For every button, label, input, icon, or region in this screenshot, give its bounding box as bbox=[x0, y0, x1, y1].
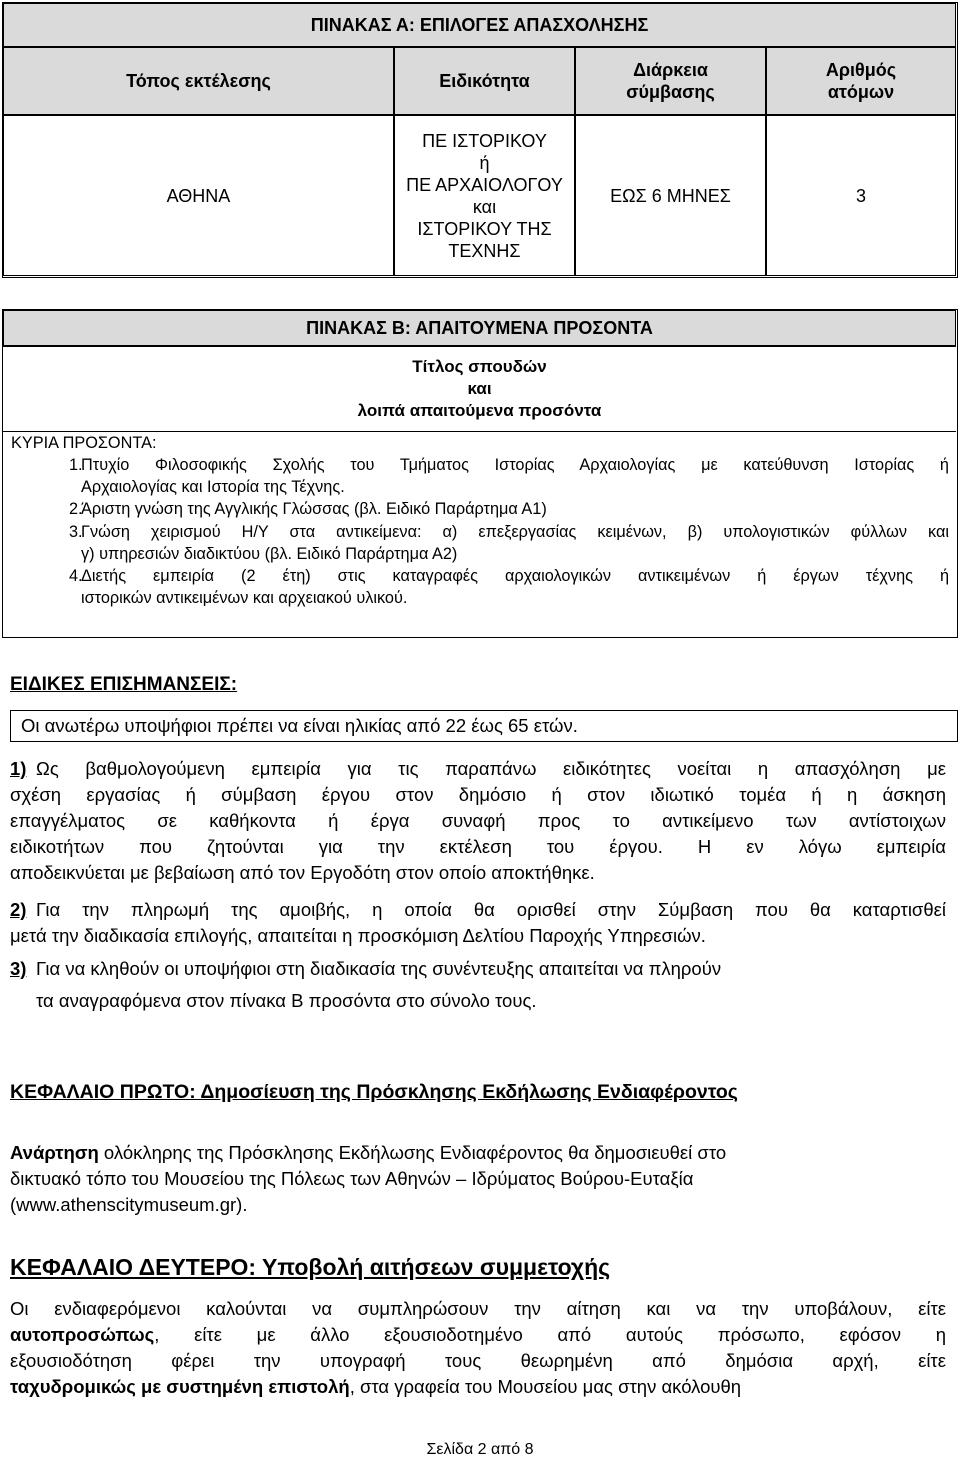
item-text: Διετής εμπειρία (2 έτη) στις καταγραφές αρχαιολογικών αντικειμένων ή έργων τέχνης ή bbox=[81, 567, 949, 585]
note-line: Για την πληρωμή της αμοιβής, η οποία θα ορισθεί στην Σύμβαση που θα καταρτισθεί bbox=[36, 899, 946, 920]
header-duration bbox=[575, 47, 766, 115]
page-number-footer: Σελίδα 2 από 8 bbox=[426, 1441, 534, 1458]
age-requirement-box bbox=[10, 710, 958, 742]
item-text: ιστορικών αντικειμένων και αρχειακού υλικού. bbox=[81, 589, 408, 607]
chapter-1-line bbox=[10, 1140, 950, 1166]
chapter-2-line: Οι ενδιαφερόμενοι καλούνται να συμπληρώσουν την αίτηση και να την υποβάλουν, είτε bbox=[10, 1298, 946, 1319]
registered-mail-text: ταχυδρομικώς με συστημένη επιστολή bbox=[10, 1376, 350, 1397]
age-requirement-text: Οι ανωτέρω υποψήφιοι πρέπει να είναι ηλικίας από 22 έως 65 ετών. bbox=[21, 715, 578, 736]
header-count-line2: ατόμων bbox=[827, 82, 895, 102]
cell-duration: ΕΩΣ 6 ΜΗΝΕΣ bbox=[575, 115, 766, 276]
in-person-text: αυτοπροσώπως bbox=[10, 1324, 155, 1345]
note-line: αποδεικνύεται με βεβαίωση από τον Εργοδότη στον οποίο αποκτήθηκε. bbox=[10, 862, 595, 883]
header-duration-line2: σύμβασης bbox=[626, 82, 715, 102]
cell-place: ΑΘΗΝΑ bbox=[3, 115, 394, 276]
item-number: 4. bbox=[69, 567, 83, 585]
item-number: 1. bbox=[69, 456, 83, 474]
header-duration-line1: Διάρκεια bbox=[633, 60, 708, 80]
main-qualifications-label: ΚΥΡΙΑ ΠΡΟΣΟΝΤΑ: bbox=[11, 434, 157, 452]
note-line: ειδικοτήτων που ζητούνται για την εκτέλεση του έργου. Η εν λόγω εμπειρία bbox=[10, 836, 946, 857]
chapter-1-heading: ΚΕΦΑΛΑΙΟ ΠΡΩΤΟ: Δημοσίευση της Πρόσκλησης Εκδήλωσης Ενδιαφέροντος bbox=[10, 1081, 738, 1103]
item-number: 3. bbox=[69, 523, 83, 541]
note-line: Για να κληθούν οι υποψήφιοι στη διαδικασία της συνέντευξης απαιτείται να πληρούν bbox=[36, 958, 722, 979]
note-line: επαγγέλματος σε καθήκοντα ή έργα συναφή προς το αντικείμενο των αντίστοιχων bbox=[10, 810, 946, 831]
chapter-1-lead: Ανάρτηση bbox=[10, 1142, 99, 1163]
item-number: 2. bbox=[69, 500, 83, 518]
note-line: σχέση εργασίας ή σύμβαση έργου στον δημόσιο ή στον ιδιωτικό τομέα ή η άσκηση bbox=[10, 784, 946, 805]
specialty-line: ΠΕ ΑΡΧΑΙΟΛΟΓΟΥ bbox=[406, 174, 563, 195]
chapter-2-heading: ΚΕΦΑΛΑΙΟ ΔΕΥΤΕΡΟ: Υποβολή αιτήσεων συμμετοχής bbox=[10, 1254, 611, 1280]
specialty-line: ΙΣΤΟΡΙΚΟΥ ΤΗΣ bbox=[417, 218, 552, 239]
specialty-line: και bbox=[472, 196, 497, 217]
table-a bbox=[2, 2, 958, 278]
chapter-1-body bbox=[10, 1140, 950, 1218]
item-text: Αρχαιολογίας και Ιστορία της Τέχνης. bbox=[81, 478, 345, 496]
note-line: μετά την διαδικασία επιλογής, απαιτείται η προσκόμιση Δελτίου Παροχής Υπηρεσιών. bbox=[10, 925, 706, 946]
item-text: Πτυχίο Φιλοσοφικής Σχολής του Τμήματος Ιστορίας Αρχαιολογίας με κατεύθυνση Ιστορίας ή bbox=[81, 456, 949, 474]
note-number: 3) bbox=[10, 958, 27, 979]
header-place: Τόπος εκτέλεσης bbox=[3, 47, 394, 115]
chapter-2-line bbox=[10, 1322, 946, 1348]
table-b-subheader bbox=[3, 346, 956, 432]
note-line: Ως βαθμολογούμενη εμπειρία για τις παραπάνω ειδικότητες νοείται η απασχόληση με bbox=[36, 758, 946, 779]
cell-count: 3 bbox=[766, 115, 956, 276]
cell-specialty bbox=[394, 115, 575, 276]
item-text: Γνώση χειρισμού Η/Υ στα αντικείμενα: α) επεξεργασίας κειμένων, β) υπολογιστικών φύλλων και bbox=[81, 523, 949, 541]
item-text: γ) υπηρεσιών διαδικτύου (βλ. Ειδικό Παράρτημα Α2) bbox=[81, 545, 458, 563]
table-b-title: ΠΙΝΑΚΑΣ Β: ΑΠΑΙΤΟΥΜΕΝΑ ΠΡΟΣΟΝΤΑ bbox=[3, 310, 956, 346]
note-number: 2) bbox=[10, 899, 27, 920]
subheader-line: και bbox=[467, 379, 492, 398]
header-count-line1: Αριθμός bbox=[825, 60, 897, 80]
note-number: 1) bbox=[10, 758, 27, 779]
specialty-line: ή bbox=[479, 152, 490, 173]
special-notes-heading: ΕΙΔΙΚΕΣ ΕΠΙΣΗΜΑΝΣΕΙΣ: bbox=[10, 674, 238, 695]
table-a-title: ΠΙΝΑΚΑΣ Α: ΕΠΙΛΟΓΕΣ ΑΠΑΣΧΟΛΗΣΗΣ bbox=[3, 3, 956, 47]
item-text: Άριστη γνώση της Αγγλικής Γλώσσας (βλ. Ειδικό Παράρτημα Α1) bbox=[81, 500, 547, 518]
specialty-line: ΤΕΧΝΗΣ bbox=[448, 240, 521, 261]
chapter-2-body bbox=[10, 1296, 946, 1400]
specialty-line: ΠΕ ΙΣΤΟΡΙΚΟΥ bbox=[422, 130, 547, 151]
header-specialty: Ειδικότητα bbox=[394, 47, 575, 115]
chapter-1-line: δικτυακό τόπο του Μουσείου της Πόλεως των Αθηνών – Ιδρύματος Βούρου-Ευταξία bbox=[10, 1168, 694, 1189]
table-b bbox=[2, 309, 958, 638]
subheader-line: λοιπά απαιτούμενα προσόντα bbox=[357, 401, 602, 420]
chapter-2-line bbox=[10, 1374, 946, 1400]
museum-website-text: (www.athenscitymuseum.gr). bbox=[10, 1194, 248, 1215]
chapter-2-line: εξουσιοδότηση φέρει την υπογραφή τους θεωρημένη από δημόσια αρχή, είτε bbox=[10, 1350, 946, 1371]
header-count bbox=[766, 47, 956, 115]
note-line: τα αναγραφόμενα στον πίνακα Β προσόντα στο σύνολο τους. bbox=[36, 990, 537, 1011]
chapter-2-line2-rest: , είτε με άλλο εξουσιοδοτημένο από αυτούς πρόσωπο, εφόσον η bbox=[154, 1324, 946, 1345]
chapter-1-line1: ολόκληρης της Πρόσκλησης Εκδήλωσης Ενδιαφέροντος θα δημοσιευθεί στο bbox=[98, 1142, 727, 1163]
subheader-line: Τίτλος σπουδών bbox=[412, 357, 547, 376]
chapter-2-line4-rest: , στα γραφεία του Μουσείου μας στην ακόλουθη bbox=[349, 1376, 742, 1397]
